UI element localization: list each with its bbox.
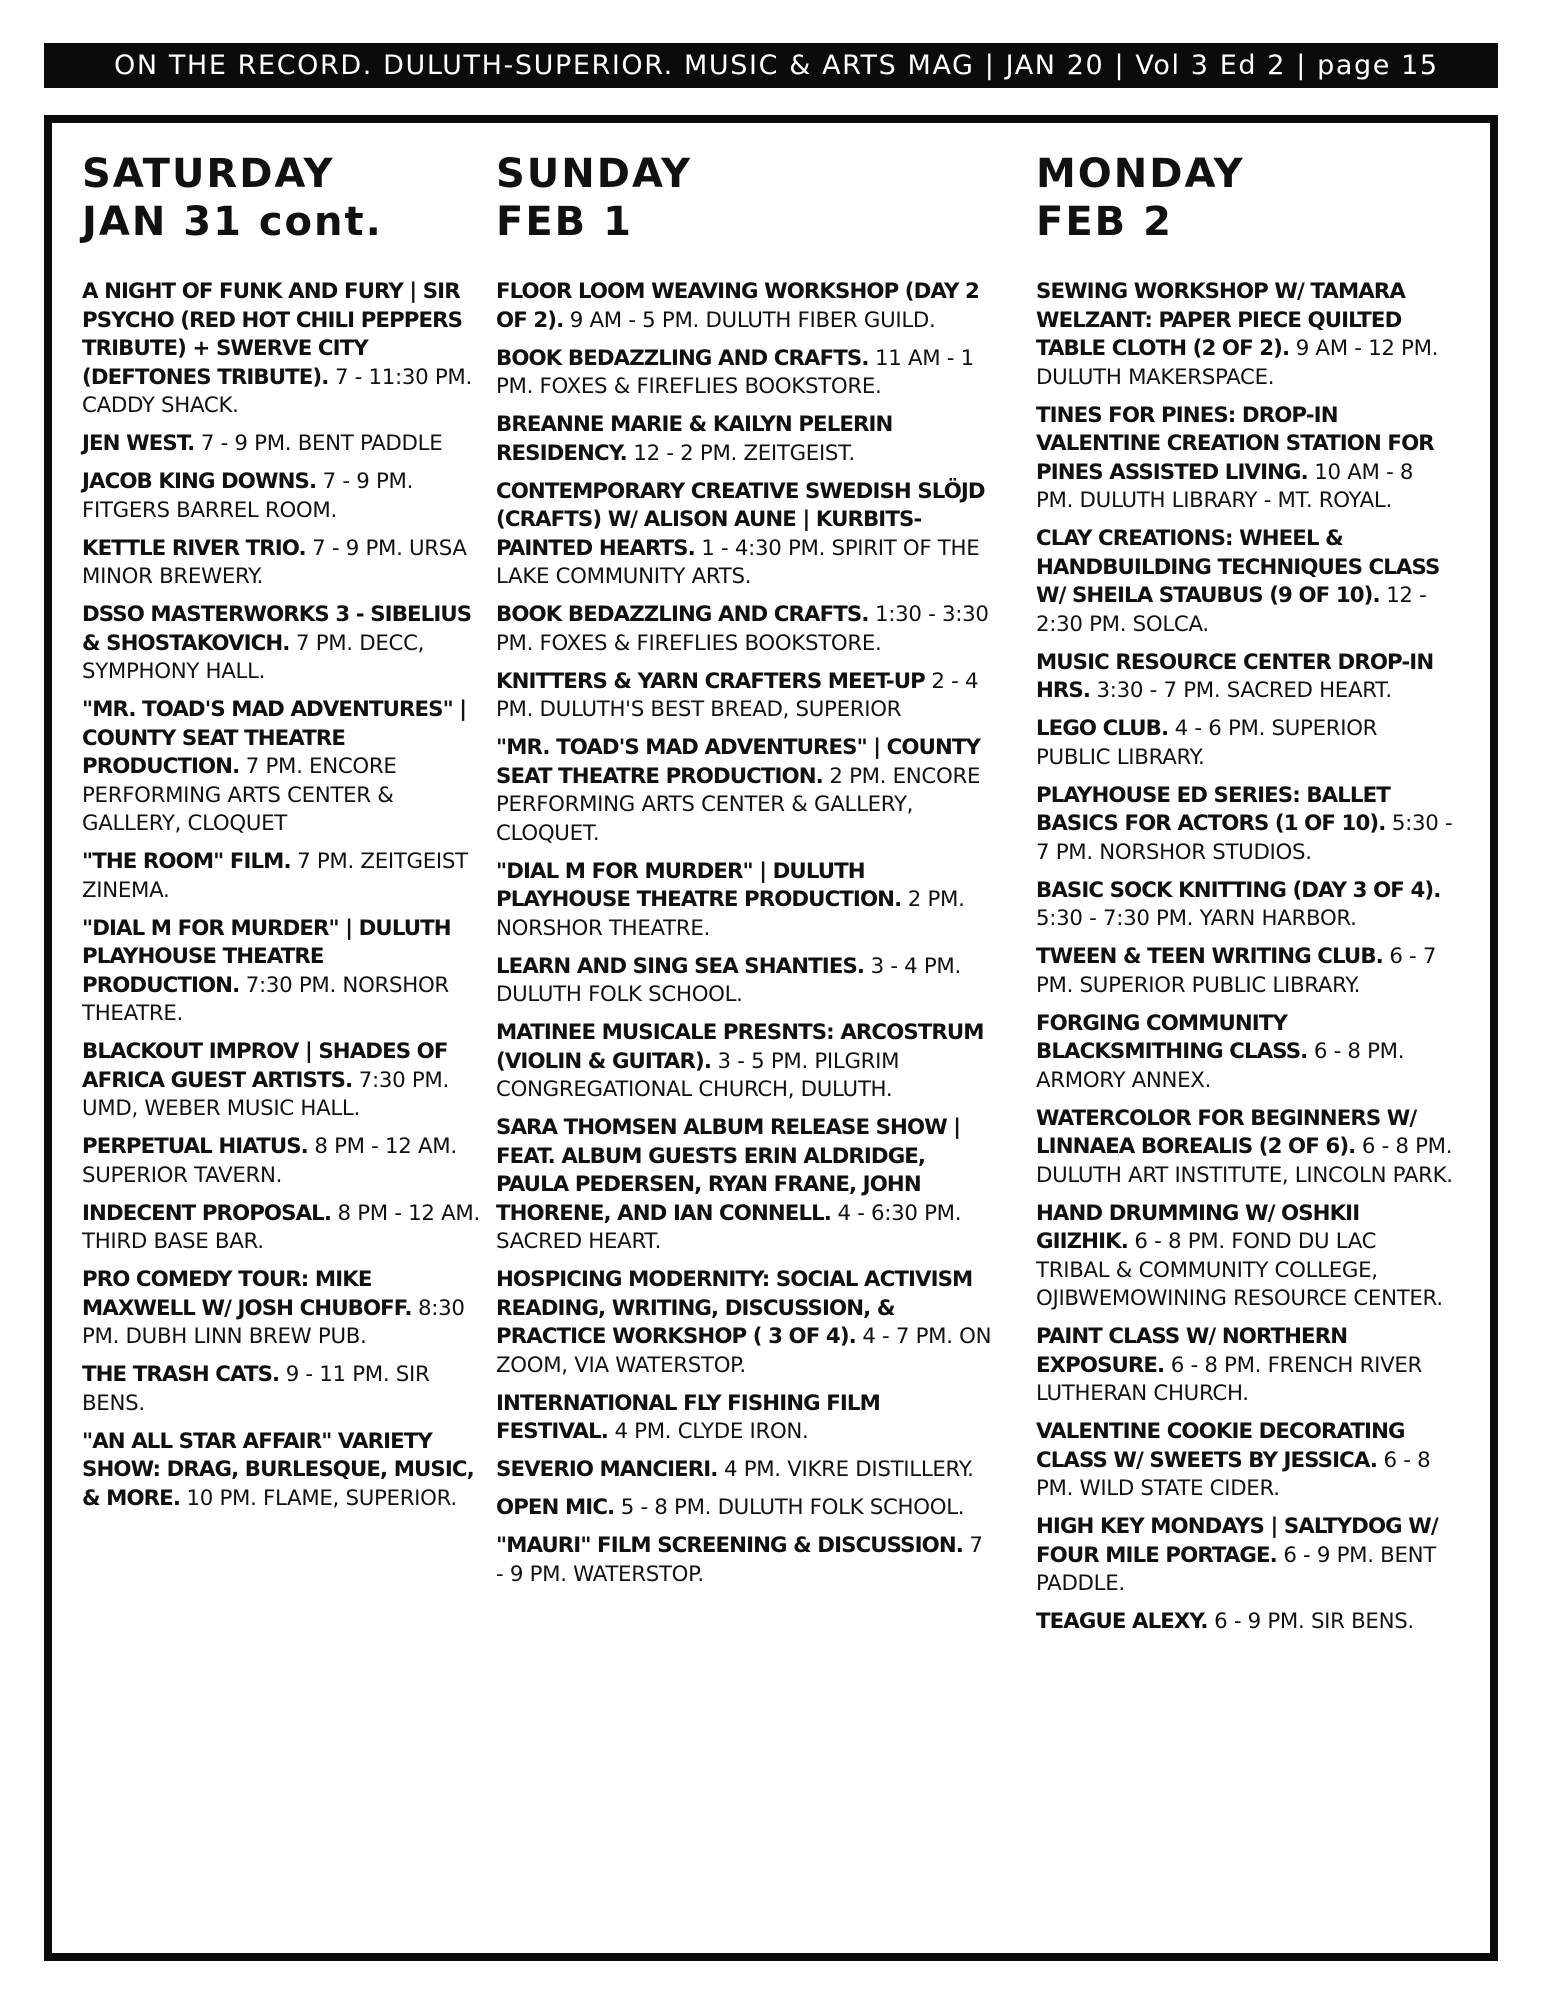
- event-entry: [496, 1266, 996, 1380]
- event-details: 5:30 - 7:30 PM. YARN HARBOR.: [1036, 906, 1357, 931]
- event-details: 7 PM. ENCORE PERFORMING ARTS CENTER & GALLERY, CLOQUET: [82, 754, 397, 836]
- event-title: PAINT CLASS W/ NORTHERN EXPOSURE.: [1036, 1324, 1348, 1378]
- event-details: 8:30 PM. DUBH LINN BREW PUB.: [82, 1295, 465, 1349]
- event-details: 6 - 7 PM. SUPERIOR PUBLIC LIBRARY.: [1036, 944, 1437, 998]
- event-title: THE TRASH CATS.: [82, 1362, 280, 1387]
- event-title: "DIAL M FOR MURDER" | DULUTH PLAYHOUSE THEATRE PRODUCTION.: [496, 858, 902, 912]
- event-title: PRO COMEDY TOUR: MIKE MAXWELL W/ JOSH CHUBOFF.: [82, 1267, 412, 1321]
- event-entry: [1036, 943, 1456, 1000]
- event-entry: [1036, 1200, 1456, 1314]
- event-entry: [82, 1200, 482, 1257]
- day-heading-date: FEB 2: [1036, 199, 1173, 245]
- event-entry: [82, 1266, 482, 1352]
- event-title: JEN WEST.: [82, 431, 195, 456]
- event-details: 7 PM. ZEITGEIST ZINEMA.: [82, 849, 468, 903]
- event-details: 10 AM - 8 PM. DULUTH LIBRARY - MT. ROYAL.: [1036, 459, 1414, 513]
- event-title: BASIC SOCK KNITTING (DAY 3 OF 4).: [1036, 877, 1441, 903]
- event-entry: [82, 696, 482, 839]
- event-title: BOOK BEDAZZLING AND CRAFTS.: [496, 602, 869, 627]
- event-entry: [496, 478, 996, 592]
- event-details: 1 - 4:30 PM. SPIRIT OF THE LAKE COMMUNITY ARTS.: [496, 535, 980, 589]
- event-details: 3 - 4 PM. DULUTH FOLK SCHOOL.: [496, 953, 961, 1007]
- event-details: 8 PM - 12 AM. THIRD BASE BAR.: [82, 1200, 480, 1254]
- event-entry: [1036, 782, 1456, 868]
- event-title: HIGH KEY MONDAYS | SALTYDOG W/ FOUR MILE PORTAGE.: [1036, 1514, 1438, 1568]
- event-entry: [1036, 525, 1456, 639]
- event-details: 10 PM. FLAME, SUPERIOR.: [186, 1485, 457, 1511]
- event-title: LEARN AND SING SEA SHANTIES.: [496, 953, 865, 979]
- day-column-saturday: [82, 150, 482, 1523]
- event-entry: [1036, 649, 1456, 706]
- event-entry: [496, 411, 996, 468]
- event-entry: [496, 1114, 996, 1257]
- event-details: 7:30 PM. UMD, WEBER MUSIC HALL.: [82, 1067, 449, 1121]
- event-entry: [82, 915, 482, 1029]
- event-entry: [1036, 877, 1456, 934]
- event-title: SARA THOMSEN ALBUM RELEASE SHOW | FEAT. ALBUM GUESTS ERIN ALDRIDGE, PAULA PEDERSEN, RYAN FRANE, JOHN THORENE, AND IAN CONNELL.: [496, 1115, 961, 1226]
- event-details: 2 - 4 PM. DULUTH'S BEST BREAD, SUPERIOR: [496, 668, 979, 722]
- event-details: 6 - 8 PM. FOND DU LAC TRIBAL & COMMUNITY COLLEGE, OJIBWEMOWINING RESOURCE CENTER.: [1036, 1229, 1443, 1311]
- event-details: 6 - 9 PM. BENT PADDLE.: [1036, 1542, 1436, 1596]
- event-entry: [1036, 1418, 1456, 1504]
- event-entry: [496, 858, 996, 944]
- event-details: 6 - 8 PM. DULUTH ART INSTITUTE, LINCOLN PARK.: [1036, 1134, 1453, 1188]
- event-title: HAND DRUMMING W/ OSHKII GIIZHIK.: [1036, 1200, 1360, 1254]
- event-details: 3 - 5 PM. PILGRIM CONGREGATIONAL CHURCH, DULUTH.: [496, 1048, 900, 1102]
- event-details: 4 - 6 PM. SUPERIOR PUBLIC LIBRARY.: [1036, 716, 1378, 770]
- event-details: 9 AM - 5 PM. DULUTH FIBER GUILD.: [569, 307, 936, 333]
- event-entry: [1036, 1608, 1456, 1637]
- event-details: 7:30 PM. NORSHOR THEATRE.: [82, 972, 449, 1026]
- event-details: 6 - 9 PM. SIR BENS.: [1214, 1609, 1414, 1634]
- event-entry: [1036, 715, 1456, 772]
- event-title: SEWING WORKSHOP W/ TAMARA WELZANT: PAPER PIECE QUILTED TABLE CLOTH (2 OF 2).: [1036, 279, 1405, 361]
- event-title: TWEEN & TEEN WRITING CLUB.: [1036, 944, 1383, 969]
- event-title: VALENTINE COOKIE DECORATING CLASS W/ SWEETS BY JESSICA.: [1036, 1419, 1405, 1473]
- event-details: 7 - 11:30 PM. CADDY SHACK.: [82, 364, 472, 418]
- event-title: BREANNE MARIE & KAILYN PELERIN RESIDENCY.: [496, 412, 893, 466]
- event-title: "MR. TOAD'S MAD ADVENTURES" | COUNTY SEAT THEATRE PRODUCTION.: [82, 697, 467, 779]
- event-entry: [496, 734, 996, 848]
- event-title: BLACKOUT IMPROV | SHADES OF AFRICA GUEST ARTISTS.: [82, 1039, 448, 1093]
- event-title: SEVERIO MANCIERI.: [496, 1457, 718, 1482]
- event-details: 5:30 - 7 PM. NORSHOR STUDIOS.: [1036, 811, 1453, 865]
- event-details: 8 PM - 12 AM. SUPERIOR TAVERN.: [82, 1134, 457, 1188]
- event-details: 7 PM. DECC, SYMPHONY HALL.: [82, 630, 425, 684]
- event-entry: [82, 848, 482, 905]
- event-title: PERPETUAL HIATUS.: [82, 1134, 308, 1159]
- event-details: 6 - 8 PM. WILD STATE CIDER.: [1036, 1447, 1431, 1501]
- event-details: 12 - 2 PM. ZEITGEIST.: [633, 440, 855, 466]
- event-title: OPEN MIC.: [496, 1495, 615, 1520]
- event-title: WATERCOLOR FOR BEGINNERS W/ LINNAEA BOREALIS (2 OF 6).: [1036, 1105, 1417, 1159]
- day-column-sunday: [496, 150, 996, 1599]
- event-entry: [496, 1456, 996, 1485]
- event-entry: [496, 1494, 996, 1523]
- event-entry: [1036, 1105, 1456, 1191]
- event-entry: [82, 430, 482, 459]
- event-entry: [496, 668, 996, 725]
- event-details: 11 AM - 1 PM. FOXES & FIREFLIES BOOKSTORE.: [496, 345, 974, 399]
- event-details: 6 - 8 PM. FRENCH RIVER LUTHERAN CHURCH.: [1036, 1352, 1422, 1406]
- event-entry: [82, 535, 482, 592]
- masthead-bar: [44, 43, 1498, 88]
- event-list: [82, 278, 482, 1513]
- event-title: CONTEMPORARY CREATIVE SWEDISH SLÖJD (CRAFTS) W/ ALISON AUNE | KURBITS-PAINTED HEARTS.: [496, 478, 985, 561]
- event-entry: [1036, 1323, 1456, 1409]
- event-entry: [1036, 402, 1456, 516]
- event-entry: [82, 468, 482, 525]
- event-entry: [496, 601, 996, 658]
- event-list: [1036, 278, 1456, 1637]
- day-heading-day: SATURDAY: [82, 151, 335, 197]
- event-title: FORGING COMMUNITY BLACKSMITHING CLASS.: [1036, 1010, 1308, 1064]
- event-entry: [496, 1532, 996, 1589]
- event-details: 12 - 2:30 PM. SOLCA.: [1036, 583, 1427, 637]
- event-title: PLAYHOUSE ED SERIES: BALLET BASICS FOR ACTORS (1 OF 10).: [1036, 782, 1390, 836]
- event-title: HOSPICING MODERNITY: SOCIAL ACTIVISM READING, WRITING, DISCUSSION, & PRACTICE WORKSHOP ( 3 OF 4).: [496, 1267, 973, 1349]
- masthead-text: ON THE RECORD. DULUTH-SUPERIOR. MUSIC & ARTS MAG | JAN 20 | Vol 3 Ed 2 | page 15: [114, 50, 1439, 81]
- event-details: 4 PM. CLYDE IRON.: [614, 1419, 809, 1444]
- event-title: TEAGUE ALEXY.: [1036, 1609, 1208, 1634]
- event-details: 1:30 - 3:30 PM. FOXES & FIREFLIES BOOKSTORE.: [496, 602, 989, 656]
- event-details: 4 - 6:30 PM. SACRED HEART.: [496, 1200, 962, 1254]
- event-entry: [1036, 1513, 1456, 1599]
- day-column-monday: [1036, 150, 1456, 1646]
- day-heading-date: JAN 31 cont.: [82, 199, 383, 245]
- day-heading: [496, 150, 996, 246]
- event-details: 2 PM. ENCORE PERFORMING ARTS CENTER & GALLERY, CLOQUET.: [496, 763, 981, 846]
- event-title: KNITTERS & YARN CRAFTERS MEET-UP: [496, 668, 925, 694]
- event-title: TINES FOR PINES: DROP-IN VALENTINE CREATION STATION FOR PINES ASSISTED LIVING.: [1036, 402, 1434, 485]
- event-title: LEGO CLUB.: [1036, 716, 1169, 741]
- event-entry: [496, 345, 996, 402]
- day-heading-day: MONDAY: [1036, 151, 1245, 197]
- event-entry: [1036, 278, 1456, 392]
- day-heading: [82, 150, 482, 246]
- event-entry: [82, 1428, 482, 1514]
- event-details: 4 PM. VIKRE DISTILLERY.: [723, 1457, 974, 1482]
- day-heading: [1036, 150, 1456, 246]
- event-entry: [496, 278, 996, 335]
- event-entry: [82, 1361, 482, 1418]
- event-entry: [82, 1038, 482, 1124]
- day-heading-day: SUNDAY: [496, 151, 693, 197]
- event-details: 4 - 7 PM. ON ZOOM, VIA WATERSTOP.: [496, 1324, 992, 1378]
- event-entry: [1036, 1010, 1456, 1096]
- event-title: MATINEE MUSICALE PRESNTS: ARCOSTRUM (VIOLIN & GUITAR).: [496, 1020, 984, 1074]
- event-details: 6 - 8 PM. ARMORY ANNEX.: [1036, 1039, 1405, 1093]
- day-heading-date: FEB 1: [496, 199, 633, 245]
- event-title: JACOB KING DOWNS.: [82, 469, 317, 494]
- event-title: KETTLE RIVER TRIO.: [82, 535, 306, 561]
- event-title: INDECENT PROPOSAL.: [82, 1200, 332, 1226]
- event-title: "DIAL M FOR MURDER" | DULUTH PLAYHOUSE THEATRE PRODUCTION.: [82, 915, 451, 998]
- event-title: "MAURI" FILM SCREENING & DISCUSSION.: [496, 1533, 963, 1558]
- event-title: FLOOR LOOM WEAVING WORKSHOP (DAY 2 OF 2).: [496, 279, 979, 333]
- event-entry: [82, 278, 482, 421]
- event-entry: [496, 953, 996, 1010]
- event-title: DSSO MASTERWORKS 3 - SIBELIUS & SHOSTAKOVICH.: [82, 602, 472, 656]
- event-details: 7 - 9 PM. URSA MINOR BREWERY.: [82, 535, 467, 589]
- event-details: 9 - 11 PM. SIR BENS.: [82, 1362, 430, 1416]
- event-entry: [82, 601, 482, 687]
- event-title: CLAY CREATIONS: WHEEL & HANDBUILDING TECHNIQUES CLASS W/ SHEILA STAUBUS (9 OF 10).: [1036, 526, 1440, 608]
- event-title: INTERNATIONAL FLY FISHING FILM FESTIVAL.: [496, 1390, 880, 1444]
- event-title: BOOK BEDAZZLING AND CRAFTS.: [496, 345, 869, 371]
- event-details: 7 - 9 PM. FITGERS BARREL ROOM.: [82, 469, 414, 523]
- event-details: 9 AM - 12 PM. DULUTH MAKERSPACE.: [1036, 336, 1439, 390]
- event-details: 2 PM. NORSHOR THEATRE.: [496, 887, 965, 941]
- event-list: [496, 278, 996, 1589]
- event-title: "THE ROOM" FILM.: [82, 849, 291, 874]
- event-details: 3:30 - 7 PM. SACRED HEART.: [1096, 678, 1392, 703]
- event-details: 7 - 9 PM. WATERSTOP.: [496, 1533, 983, 1587]
- event-title: "MR. TOAD'S MAD ADVENTURES" | COUNTY SEAT THEATRE PRODUCTION.: [496, 735, 981, 789]
- event-title: "AN ALL STAR AFFAIR" VARIETY SHOW: DRAG, BURLESQUE, MUSIC, & MORE.: [82, 1428, 474, 1511]
- event-entry: [496, 1019, 996, 1105]
- event-title: MUSIC RESOURCE CENTER DROP-IN HRS.: [1036, 649, 1434, 703]
- event-title: A NIGHT OF FUNK AND FURY | SIR PSYCHO (RED HOT CHILI PEPPERS TRIBUTE) + SWERVE CITY (DEFTONES TRIBUTE).: [82, 279, 463, 390]
- event-entry: [82, 1133, 482, 1190]
- event-details: 7 - 9 PM. BENT PADDLE: [200, 431, 443, 456]
- event-details: 5 - 8 PM. DULUTH FOLK SCHOOL.: [620, 1495, 965, 1520]
- event-entry: [496, 1390, 996, 1447]
